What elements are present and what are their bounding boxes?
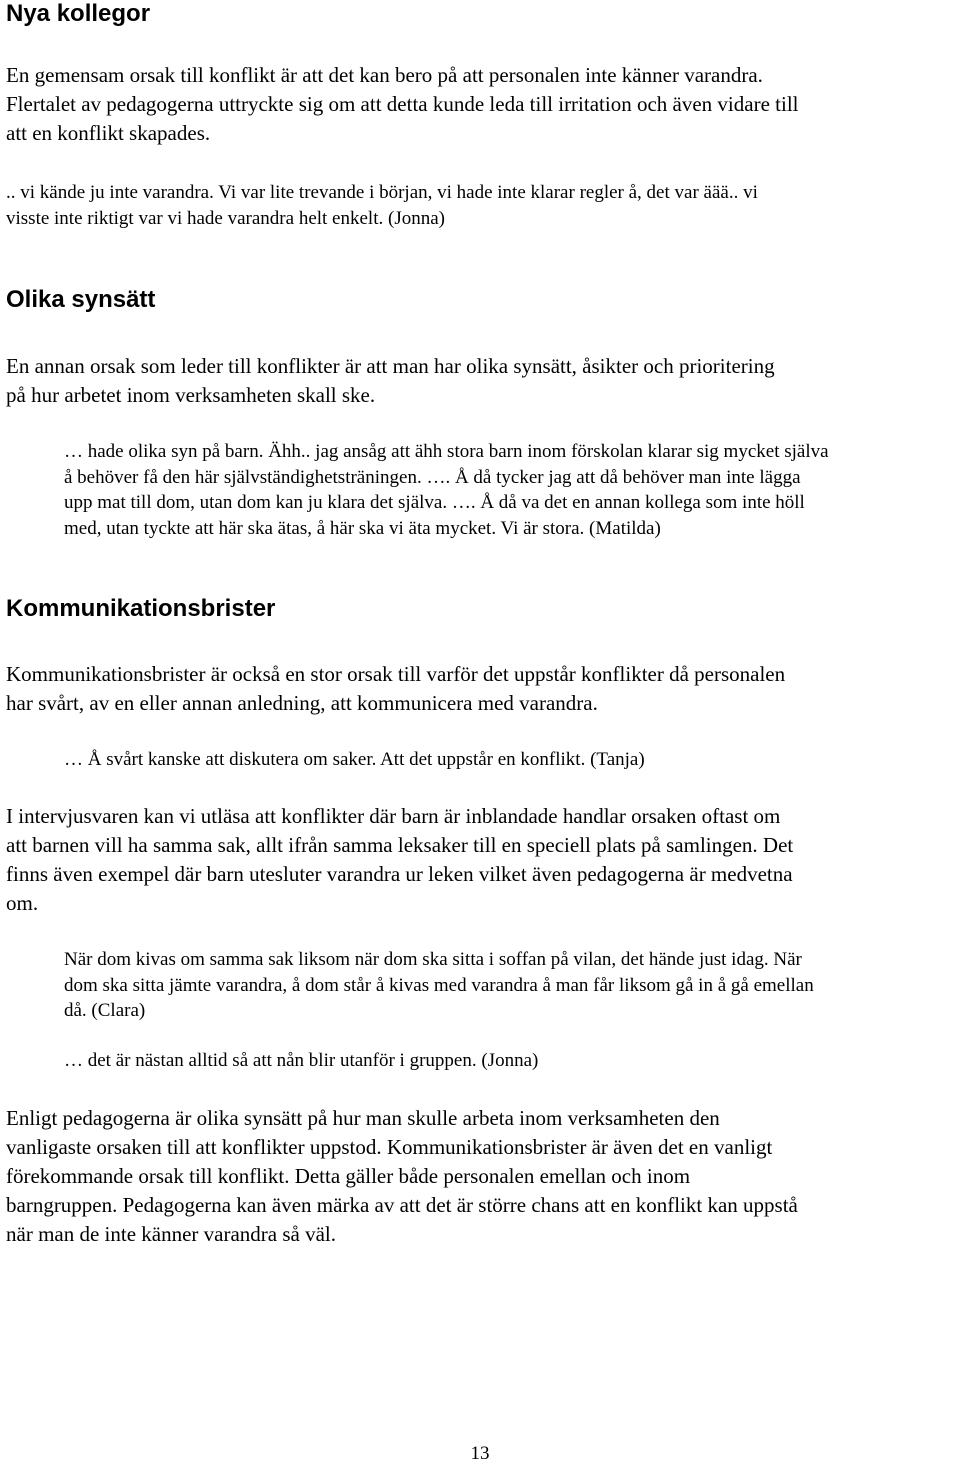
interview-quote-matilda xyxy=(64,439,956,541)
paragraph-line: om. xyxy=(6,891,39,915)
paragraph-line: finns även exempel där barn utesluter varandra ur leken vilket även pedagogerna är medvetna xyxy=(6,862,793,886)
quote-line: … det är nästan alltid så att nån blir utanför i gruppen. (Jonna) xyxy=(64,1050,539,1071)
section-heading-nya-kollegor: Nya kollegor xyxy=(6,0,151,27)
paragraph-line: I intervjusvaren kan vi utläsa att konflikter där barn är inblandade handlar orsaken oftast om xyxy=(6,804,781,828)
paragraph-nya-kollegor xyxy=(6,61,946,148)
quote-line: När dom kivas om samma sak liksom när dom ska sitta i soffan på vilan, det hände just idag. När xyxy=(64,949,802,970)
paragraph-barnkonflikter xyxy=(6,802,946,918)
quote-line: dom ska sitta jämte varandra, å dom står å kivas med varandra å man får liksom gå in å gå emellan xyxy=(64,974,814,996)
paragraph-kommunikationsbrister xyxy=(6,660,946,718)
paragraph-line: En annan orsak som leder till konflikter är att man har olika synsätt, åsikter och prioritering xyxy=(6,354,775,378)
quote-line: … hade olika syn på barn. Ähh.. jag ansåg att ähh stora barn inom förskolan klarar sig mycket själva xyxy=(64,441,829,462)
quote-line: visste inte riktigt var vi hade varandra helt enkelt. (Jonna) xyxy=(6,207,445,229)
paragraph-line: Kommunikationsbrister är också en stor orsak till varför det uppstår konflikter då personalen xyxy=(6,662,786,686)
page-number: 13 xyxy=(470,1443,490,1464)
interview-quote-clara xyxy=(64,947,956,1024)
section-heading-kommunikationsbrister: Kommunikationsbrister xyxy=(6,595,276,622)
paragraph-line: har svårt, av en eller annan anledning, att kommunicera med varandra. xyxy=(6,691,598,715)
paragraph-line: Enligt pedagogerna är olika synsätt på hur man skulle arbeta inom verksamheten den xyxy=(6,1106,720,1130)
paragraph-line: En gemensam orsak till konflikt är att det kan bero på att personalen inte känner varandra. xyxy=(6,63,763,87)
interview-quote-jonna-2 xyxy=(64,1048,956,1074)
paragraph-line: Flertalet av pedagogerna uttryckte sig om att detta kunde leda till irritation och även vidare till xyxy=(6,92,799,116)
paragraph-line: på hur arbetet inom verksamheten skall ske. xyxy=(6,383,376,407)
paragraph-line: förekommande orsak till konflikt. Detta gäller både personalen emellan och inom xyxy=(6,1164,691,1188)
paragraph-line: att en konflikt skapades. xyxy=(6,121,211,145)
paragraph-olika-synsatt xyxy=(6,352,946,410)
quote-line: då. (Clara) xyxy=(64,1000,146,1021)
quote-line: … Å svårt kanske att diskutera om saker. Att det uppstår en konflikt. (Tanja) xyxy=(64,749,645,770)
quote-line: med, utan tyckte att här ska ätas, å här ska vi äta mycket. Vi är stora. (Matilda) xyxy=(64,517,661,539)
interview-quote-jonna-1 xyxy=(6,180,956,231)
paragraph-line: att barnen vill ha samma sak, allt ifrån samma leksaker till en speciell plats på samlingen. Det xyxy=(6,833,794,857)
paragraph-line: när man de inte känner varandra så väl. xyxy=(6,1222,337,1246)
paragraph-line: vanligaste orsaken till att konflikter uppstod. Kommunikationsbrister är även det en vanligt xyxy=(6,1135,773,1159)
quote-line: upp mat till dom, utan dom kan ju klara det själva. …. Å då va det en annan kollega som inte höll xyxy=(64,492,805,513)
section-heading-olika-synsatt: Olika synsätt xyxy=(6,286,156,313)
interview-quote-tanja xyxy=(64,747,956,773)
paragraph-line: barngruppen. Pedagogerna kan även märka av att det är större chans att en konflikt kan uppstå xyxy=(6,1193,798,1217)
quote-line: .. vi kände ju inte varandra. Vi var lite trevande i början, vi hade inte klarar regler å, det var äää.. vi xyxy=(6,182,758,203)
quote-line: å behöver få den här självständighetsträningen. …. Å då tycker jag att då behöver man inte lägga xyxy=(64,466,801,488)
paragraph-sammanfattning xyxy=(6,1104,946,1249)
